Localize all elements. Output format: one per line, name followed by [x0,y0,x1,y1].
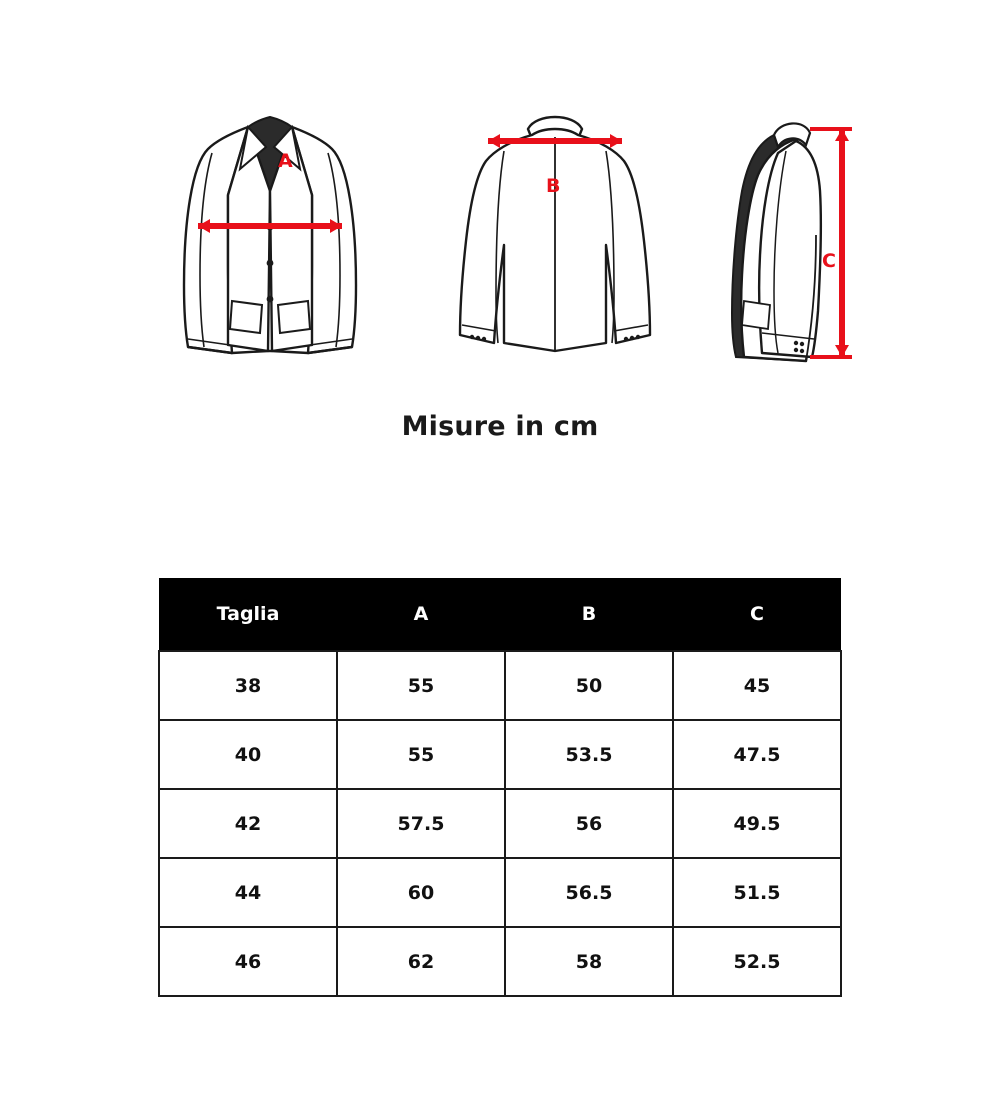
cell-a: 60 [337,858,505,927]
cell-c: 49.5 [673,789,841,858]
table-row [159,858,841,927]
size-chart-page [0,95,1000,1095]
cell-size: 46 [159,927,337,996]
jacket-back-illustration [440,95,670,385]
cell-b: 56 [505,789,673,858]
cell-b: 58 [505,927,673,996]
cell-a: 57.5 [337,789,505,858]
table-row [159,927,841,996]
cell-b: 50 [505,651,673,720]
cell-a: 55 [337,651,505,720]
size-table-wrapper [158,578,842,997]
column-header-b: B [505,578,673,651]
cell-c: 52.5 [673,927,841,996]
table-row [159,720,841,789]
jacket-back-icon [440,95,670,380]
column-header-size: Taglia [159,578,337,651]
cell-a: 62 [337,927,505,996]
column-header-a: A [337,578,505,651]
jacket-front-icon [170,95,370,380]
cell-c: 47.5 [673,720,841,789]
measure-label-a: A [278,150,293,172]
garment-illustrations [0,95,1000,395]
cell-size: 44 [159,858,337,927]
size-table-header-row [159,578,841,651]
cell-c: 45 [673,651,841,720]
cell-size: 38 [159,651,337,720]
chart-caption: Misure in cm [401,411,599,442]
cell-size: 40 [159,720,337,789]
cell-a: 55 [337,720,505,789]
cell-b: 56.5 [505,858,673,927]
cell-b: 53.5 [505,720,673,789]
cell-c: 51.5 [673,858,841,927]
column-header-c: C [673,578,841,651]
measure-label-c: C [822,250,836,272]
jacket-side-illustration [700,95,930,385]
table-row [159,651,841,720]
measure-label-b: B [546,175,561,197]
size-table [158,578,842,997]
cell-size: 42 [159,789,337,858]
size-table-head [159,578,841,651]
table-row [159,789,841,858]
size-table-body [159,651,841,996]
jacket-front-illustration [170,95,370,385]
jacket-side-icon [700,95,930,380]
